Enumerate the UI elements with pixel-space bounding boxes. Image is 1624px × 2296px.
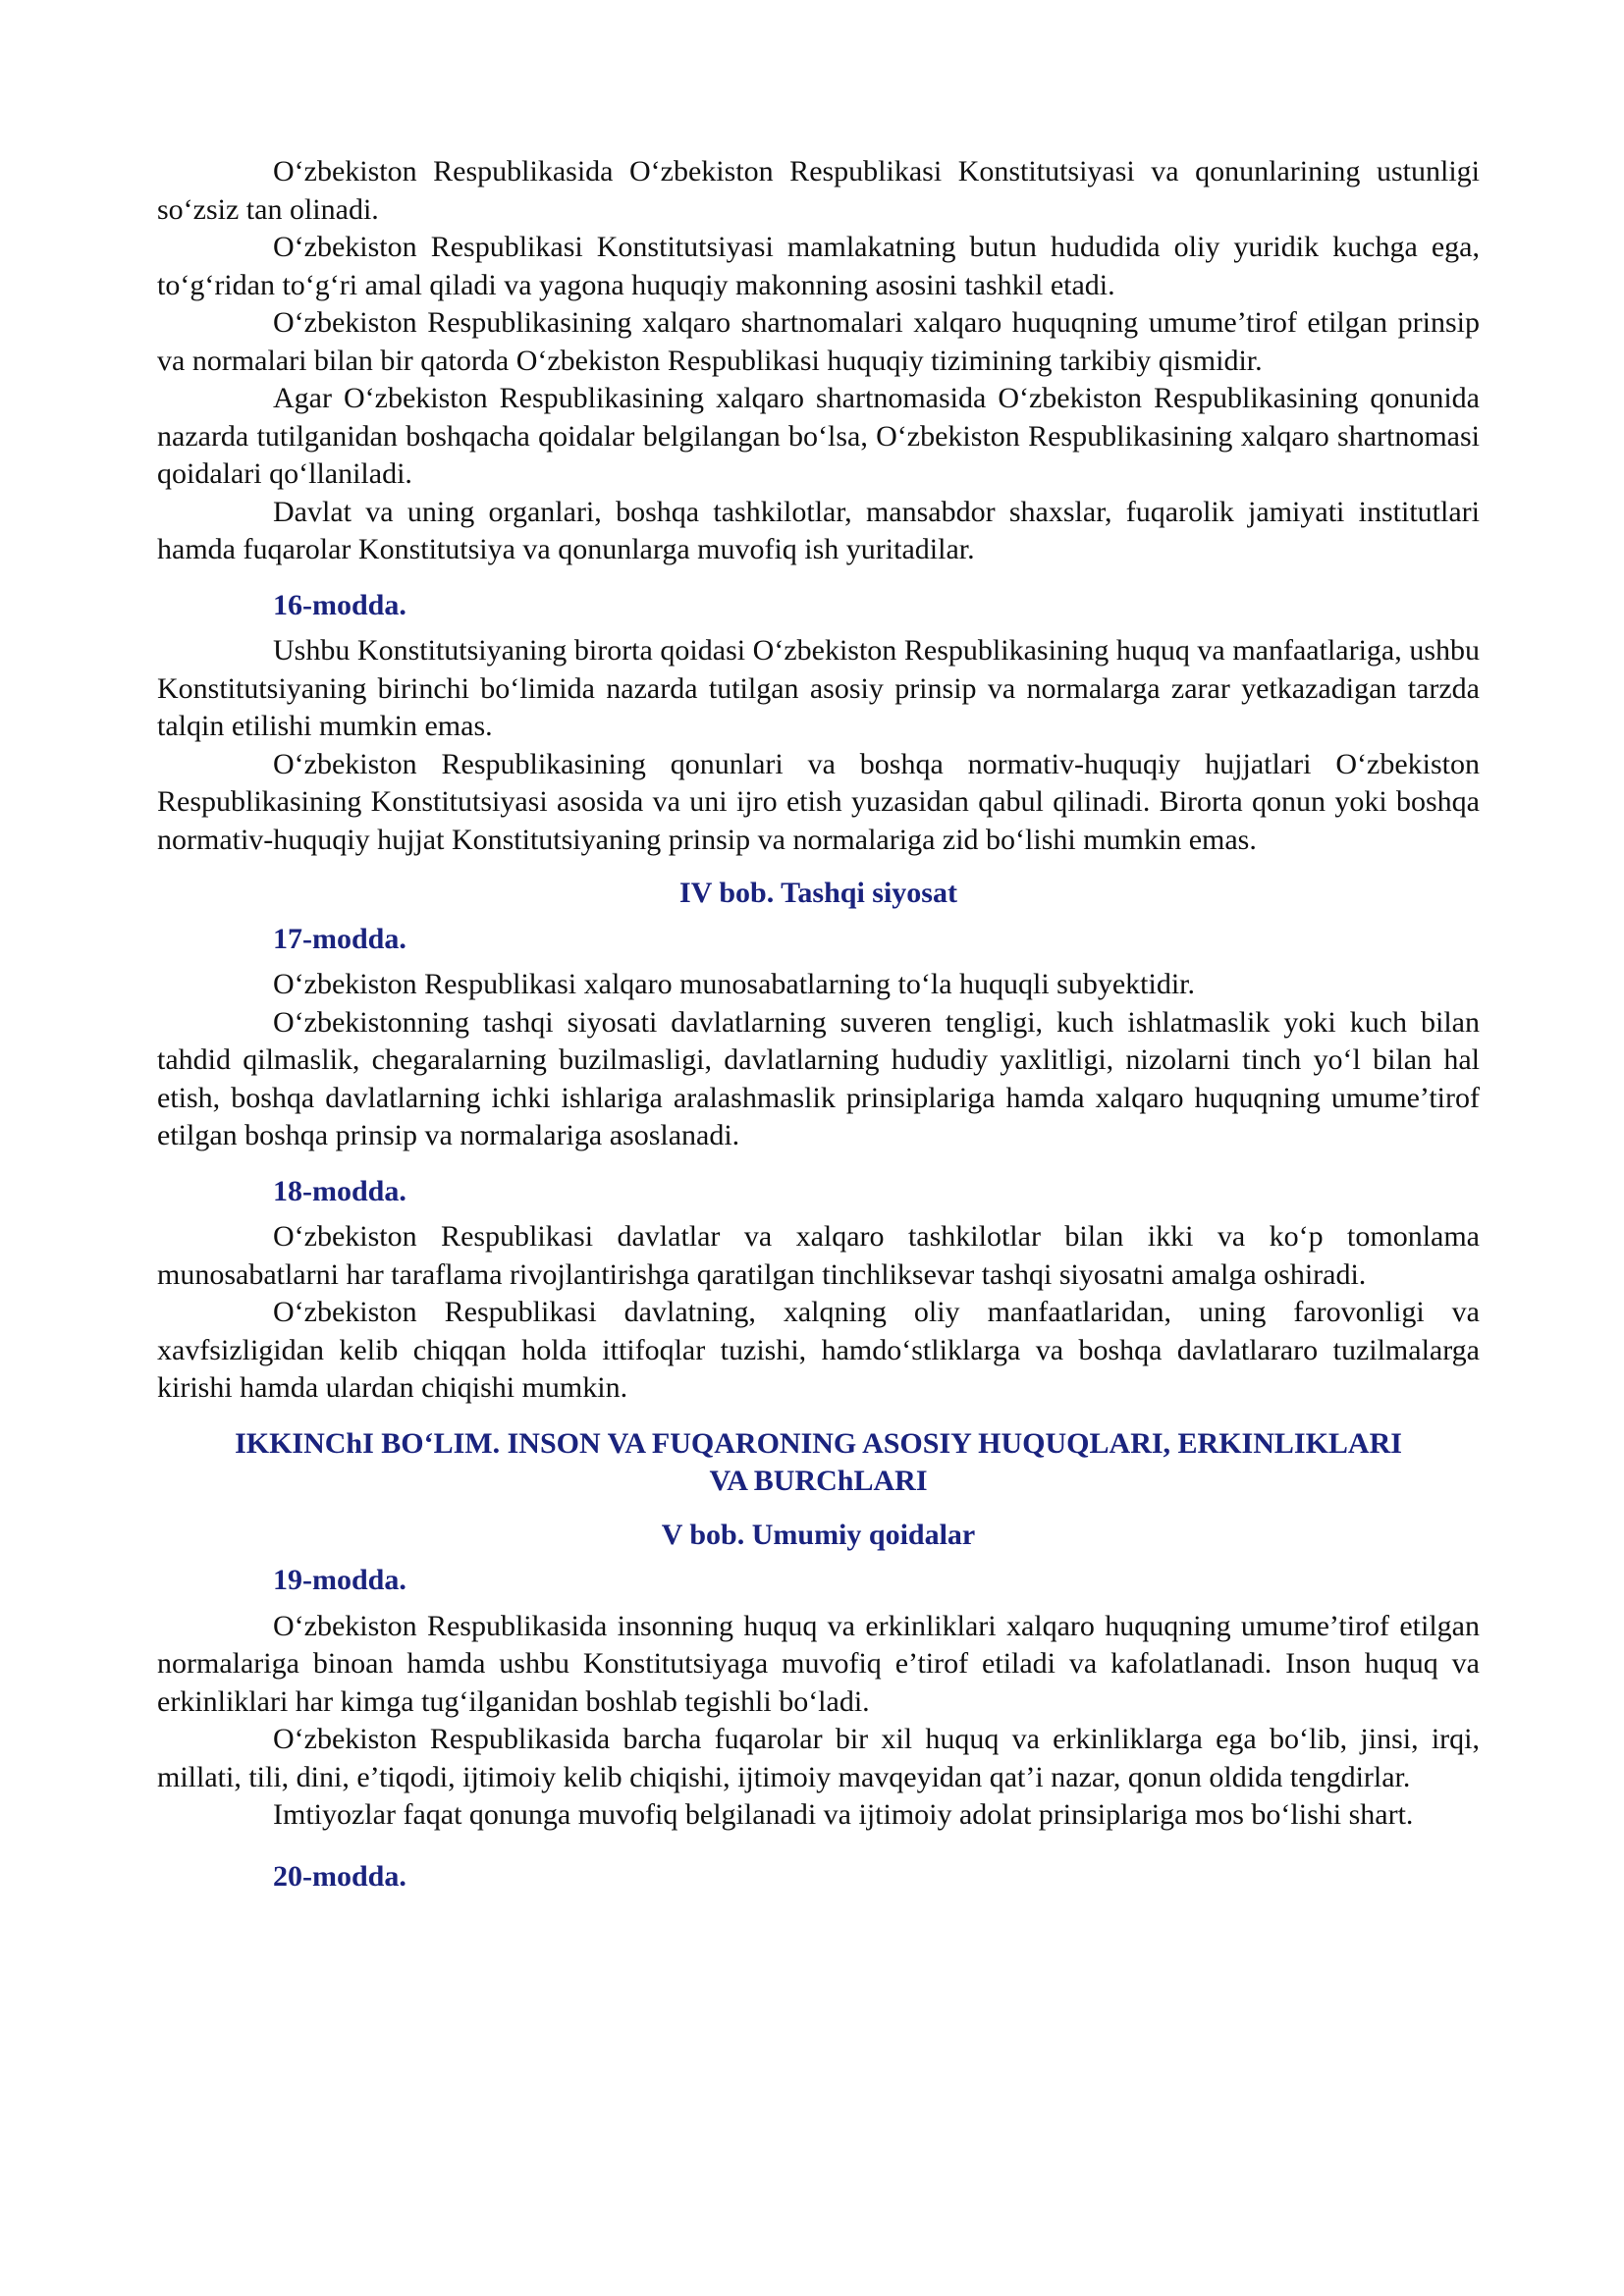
paragraph: O‘zbekiston Respublikasida O‘zbekiston Respublikasi Konstitutsiyasi va qonunlarining ustunligi so‘zsiz tan olinadi.: [157, 155, 1480, 226]
section-2-title: [157, 1425, 1480, 1501]
section-2-title-line2: VA BURChLARI: [709, 1465, 928, 1497]
paragraph: O‘zbekiston Respublikasining xalqaro shartnomalari xalqaro huquqning umume’tirof etilgan prinsip va normalari bilan bir qatorda O‘zbekiston Respublikasi huquqiy tizimining tarkibiy qismidir.: [157, 306, 1480, 377]
paragraph: O‘zbekiston Respublikasida barcha fuqarolar bir xil huquq va erkinliklarga ega bo‘lib, jinsi, irqi, millati, tili, dini, e’tiqodi, ijtimoiy kelib chiqishi, ijtimoiy mavqeyidan qat’i nazar, qonun oldida tengdirlar.: [157, 1723, 1480, 1793]
article-16-title: 16-modda.: [273, 588, 406, 621]
article-18-title: 18-modda.: [273, 1174, 406, 1207]
chapter-5-title: V bob. Umumiy qoidalar: [661, 1518, 976, 1551]
article-19-title: 19-modda.: [273, 1564, 406, 1596]
paragraph: Imtiyozlar faqat qonunga muvofiq belgilanadi va ijtimoiy adolat prinsiplariga mos bo‘lishi shart.: [273, 1798, 1414, 1831]
paragraph: O‘zbekiston Respublikasi davlatning, xalqning oliy manfaatlaridan, uning farovonligi va xavfsizligidan kelib chiqqan holda ittifoqlar tuzishi, hamdo‘stliklarga va boshqa davlatlararo tuzilmalarga kirishi hamda ulardan chiqishi mumkin.: [157, 1296, 1480, 1404]
paragraph: Davlat va uning organlari, boshqa tashkilotlar, mansabdor shaxslar, fuqarolik jamiyati institutlari hamda fuqarolar Konstitutsiya va qonunlarga muvofiq ish yuritadilar.: [157, 495, 1480, 565]
paragraph: O‘zbekiston Respublikasi Konstitutsiyasi mamlakatning butun hududida oliy yuridik kuchga ega, to‘g‘ridan to‘g‘ri amal qiladi va yagona huquqiy makonning asosini tashkil etadi.: [157, 231, 1480, 301]
section-2-title-line1: IKKINChI BO‘LIM. INSON VA FUQARONING ASOSIY HUQUQLARI, ERKINLIKLARI: [235, 1426, 1402, 1460]
article-17-title: 17-modda.: [273, 922, 406, 955]
paragraph: O‘zbekiston Respublikasi davlatlar va xalqaro tashkilotlar bilan ikki va ko‘p tomonlama munosabatlarni har taraflama rivojlantirishga qaratilgan tinchliksevar tashqi siyosatni amalga oshiradi.: [157, 1220, 1480, 1291]
paragraph: O‘zbekiston Respublikasida insonning huquq va erkinliklari xalqaro huquqning umume’tirof etilgan normalariga binoan hamda ushbu Konstitutsiyaga muvofiq e’tirof etiladi va kafolatlanadi. Inson huquq va erkinliklari har kimga tug‘ilganidan boshlab tegishli bo‘ladi.: [157, 1609, 1480, 1718]
paragraph: O‘zbekiston Respublikasining qonunlari va boshqa normativ-huquqiy hujjatlari O‘zbekiston Respublikasining Konstitutsiyasi asosida va uni ijro etish yuzasidan qabul qilinadi. Birorta qonun yoki boshqa normativ-huquqiy hujjat Konstitutsiyaning prinsip va normalariga zid bo‘lishi mumkin emas.: [157, 747, 1480, 856]
paragraph: Agar O‘zbekiston Respublikasining xalqaro shartnomasida O‘zbekiston Respublikasining qonunida nazarda tutilganidan boshqacha qoidalar belgilangan bo‘lsa, O‘zbekiston Respublikasining xalqaro shartnomasi qoidalari qo‘llaniladi.: [157, 382, 1480, 490]
paragraph: Ushbu Konstitutsiyaning birorta qoidasi O‘zbekiston Respublikasining huquq va manfaatlariga, ushbu Konstitutsiyaning birinchi bo‘limida nazarda tutilgan asosiy prinsip va normalarga zarar yetkazadigan tarzda talqin etilishi mumkin emas.: [157, 634, 1480, 742]
article-20-title: 20-modda.: [273, 1859, 406, 1893]
chapter-4-title: IV bob. Tashqi siyosat: [679, 877, 957, 909]
paragraph: O‘zbekiston Respublikasi xalqaro munosabatlarning to‘la huquqli subyektidir.: [273, 968, 1196, 1000]
paragraph: O‘zbekistonning tashqi siyosati davlatlarning suveren tengligi, kuch ishlatmaslik yoki kuch bilan tahdid qilmaslik, chegaralarning buzilmasligi, davlatlarning hududiy yaxlitligi, nizolarni tinch yo‘l bilan hal etish, boshqa davlatlarning ichki ishlariga aralashmaslik prinsiplariga hamda xalqaro huquqning umume’tirof etilgan boshqa prinsip va normalariga asoslanadi.: [157, 1005, 1480, 1151]
